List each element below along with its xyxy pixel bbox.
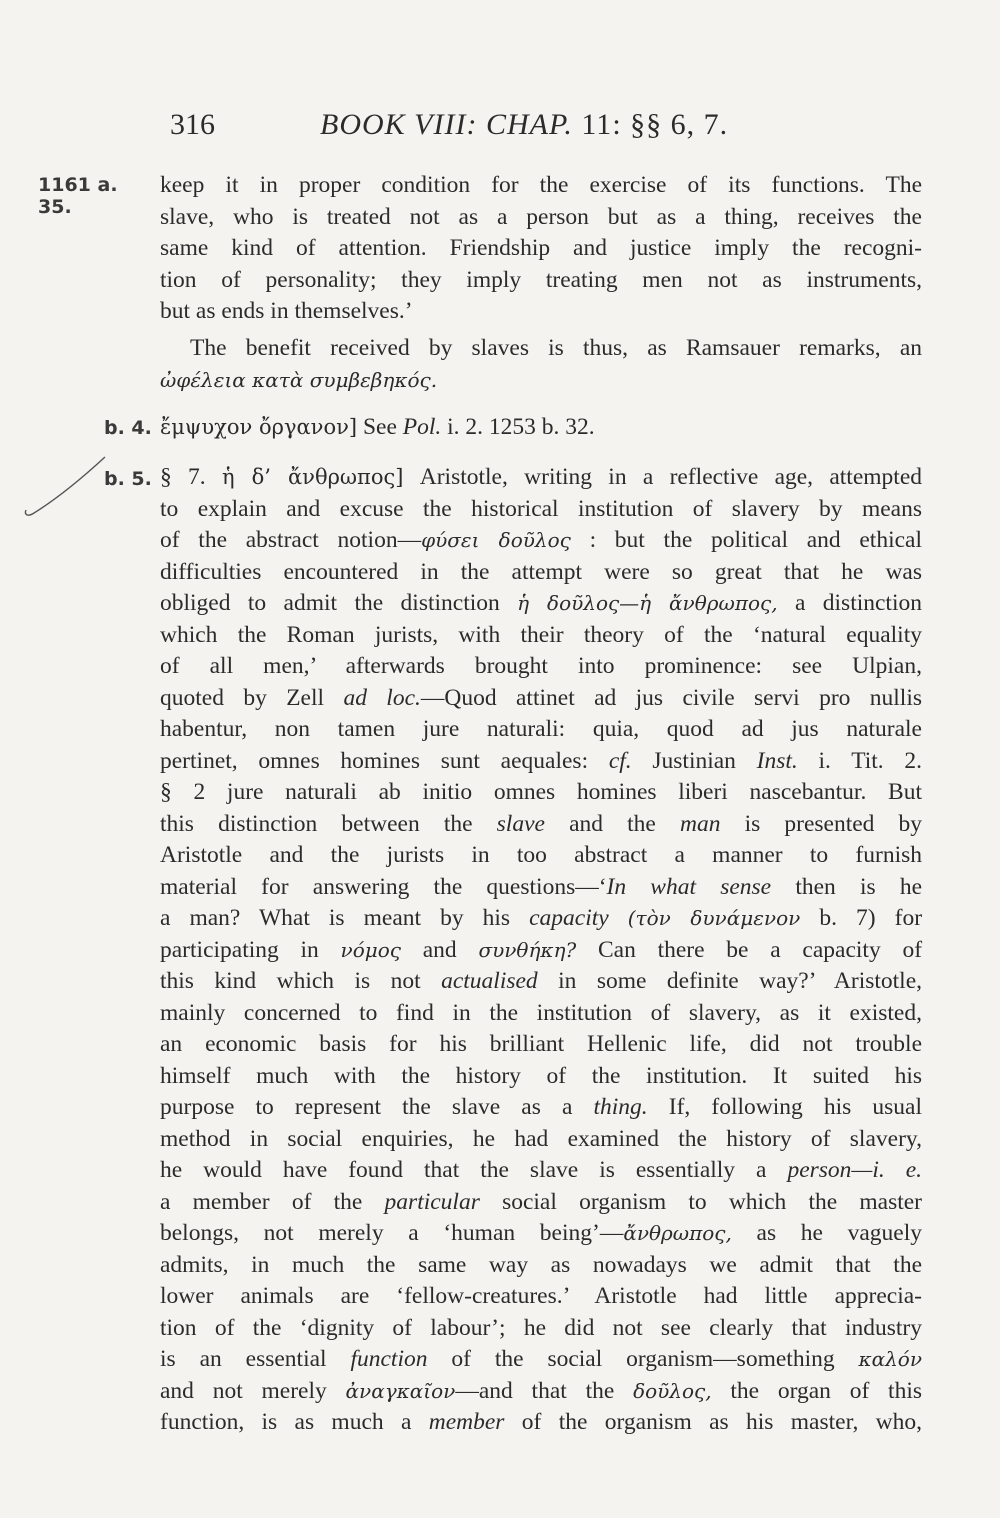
text-line: difficulties encountered in the attempt were so great that he was (160, 558, 922, 585)
text-line: method in social enquiries, he had examined the history of slavery, (160, 1125, 922, 1152)
italic-span: slave (496, 810, 545, 837)
text-span: If, following his usual (668, 1094, 923, 1120)
text-span: Justinian (652, 747, 736, 774)
text-line (160, 412, 922, 444)
text-span: is an essential (160, 1346, 327, 1372)
text-span: i. Tit. 2. (818, 747, 922, 774)
italic-span: man (679, 810, 721, 837)
paragraph-ramsauer (160, 333, 922, 396)
margin-ref-b4: b. 4. (104, 417, 152, 439)
lemma-b4 (160, 412, 922, 444)
text-span: social organism to which the master (502, 1188, 923, 1215)
margin-ref-b5: b. 5. (104, 468, 152, 490)
paragraph-slavery (160, 462, 922, 1439)
greek-phrase: καλόν (858, 1347, 922, 1371)
text-span: a distinction (794, 590, 922, 616)
lemma-text: See (362, 414, 397, 440)
greek-phrase: ἡ δοῦλος—ἡ ἄνθρωπος, (517, 591, 778, 615)
text-line: keep it in proper condition for the exercise of its functions. The (160, 172, 922, 198)
text-line (160, 935, 922, 967)
greek-lemma: ἡ δ’ ἄνθρωπος] (221, 465, 404, 489)
text-line: habentur, non tamen jure naturali: quia, quod ad jus naturale (160, 716, 922, 742)
pencil-mark-icon (20, 455, 110, 525)
greek-phrase: ἄνθρωπος, (623, 1221, 732, 1245)
greek-phrase: συνθήκη? (478, 937, 577, 962)
italic-span: capacity (529, 905, 609, 931)
text-line: himself much with the history of the institution. It suited his (160, 1062, 922, 1089)
text-line: but as ends in themselves.’ (160, 298, 413, 324)
text-line (160, 365, 922, 397)
text-span: this distinction between the (160, 810, 473, 837)
text-span: Aristotle, writing in a reflective age, attempted (419, 464, 922, 490)
text-line (160, 683, 922, 715)
text-span: belongs, not merely a ‘human being’— (160, 1220, 624, 1246)
page-header (160, 108, 930, 148)
text-span: a man? What is meant by his (160, 905, 511, 931)
greek-phrase: (τὸν δυνάμενον (627, 906, 801, 930)
italic-span: person—i. e. (787, 1157, 923, 1183)
text-span: participating in (160, 936, 319, 963)
italic-span: actualised (441, 968, 538, 994)
text-span: —and that the (455, 1377, 615, 1404)
text-span: : but the political and ethical (589, 527, 922, 553)
greek-phrase: δοῦλος, (633, 1378, 712, 1403)
text-line (160, 1092, 922, 1124)
section-range: §§ 6, 7. (630, 108, 729, 141)
paragraph-continuation (160, 170, 922, 328)
section-mark: § 7. (160, 464, 206, 490)
text-line: which the Roman jurists, with their theory of the ‘natural equality (160, 621, 922, 648)
italic-span: member (428, 1409, 505, 1435)
text-span: this kind which is not (160, 968, 421, 994)
text-line (160, 588, 922, 620)
text-line: to explain and excuse the historical institution of slavery by means (160, 495, 922, 522)
text-span: material for answering the questions—‘ (160, 873, 607, 900)
text-line (160, 966, 922, 998)
text-span: and the (569, 810, 656, 837)
text-span: a member of the (160, 1188, 363, 1215)
citation: i. 2. 1253 b. 32. (447, 414, 595, 440)
text-line (160, 1218, 922, 1250)
text-span: in some definite way?’ Aristotle, (558, 968, 923, 994)
greek-phrase: ἀναγκαῖον (345, 1378, 456, 1403)
italic-span: particular (384, 1188, 480, 1215)
text-line (160, 1344, 922, 1376)
greek-phrase: ὠφέλεια κατὰ συμβεβηκός. (160, 367, 438, 392)
text-line: slave, who is treated not as a person but as a thing, receives the (160, 203, 922, 230)
text-span: function, is as much a (160, 1409, 412, 1435)
text-line: mainly concerned to find in the institution of slavery, as it existed, (160, 999, 922, 1026)
text-line (160, 525, 922, 557)
text-line: tion of personality; they imply treating men not as instruments, (160, 266, 922, 293)
text-span: purpose to represent the slave as a (160, 1094, 573, 1120)
text-span: he would have found that the slave is essentially a (160, 1157, 767, 1183)
text-span: as he vaguely (756, 1220, 922, 1246)
text-line: admits, in much the same way as nowadays we admit that the (160, 1251, 922, 1278)
text-span: b. 7) for (819, 905, 923, 931)
italic-span: In what sense (606, 873, 772, 900)
text-line: of all men,’ afterwards brought into prominence: see Ulpian, (160, 653, 922, 679)
text-span: of the social organism—something (451, 1346, 835, 1372)
italic-span: ad loc. (343, 684, 421, 711)
text-line (160, 1187, 922, 1219)
text-line (160, 746, 922, 778)
running-head: BOOK VIII: CHAP. 11: §§ 6, 7. (320, 108, 729, 141)
italic-span: thing. (593, 1094, 648, 1120)
text-line: The benefit received by slaves is thus, as Ramsauer remarks, an (190, 335, 922, 361)
text-line: Aristotle and the jurists in too abstract a manner to furnish (160, 842, 922, 868)
italic-span: Inst. (756, 747, 798, 774)
italic-span: cf. (608, 747, 632, 774)
text-span: of the organism as his master, who, (521, 1409, 923, 1435)
italic-span: function (350, 1346, 428, 1372)
text-span: of the abstract notion— (160, 527, 422, 553)
text-span: —Quod attinet ad jus civile servi pro nullis (420, 684, 923, 711)
work-title: Pol. (402, 414, 442, 440)
text-span: is presented by (744, 810, 923, 837)
text-span: Can there be a capacity of (598, 936, 923, 963)
text-line: same kind of attention. Friendship and justice imply the recogni- (160, 235, 922, 261)
text-line: § 2 jure naturali ab initio omnes homines liberi nascebantur. But (160, 779, 922, 805)
greek-phrase: φύσει δοῦλος (421, 528, 571, 552)
text-span: pertinet, omnes homines sunt aequales: (160, 747, 589, 774)
text-line (160, 809, 922, 841)
greek-phrase: νόμος (340, 937, 401, 962)
text-span: obliged to admit the distinction (160, 590, 500, 616)
text-span: and not merely (160, 1377, 327, 1404)
text-line (160, 1155, 922, 1187)
text-span: and (422, 936, 457, 963)
text-line: lower animals are ‘fellow-creatures.’ Aristotle had little apprecia- (160, 1283, 922, 1309)
text-span: then is he (795, 873, 923, 900)
chapter-number: 11 (581, 108, 613, 141)
text-line: an economic basis for his brilliant Hellenic life, did not trouble (160, 1031, 922, 1057)
text-line (160, 903, 922, 935)
text-line (160, 1407, 922, 1439)
text-line (160, 872, 922, 904)
greek-lemma: ἔμψυχον ὄργανον] (160, 415, 358, 439)
margin-ref-1161a35: 1161 a. 35. (38, 174, 118, 218)
page-number: 316 (170, 108, 215, 141)
text-line (160, 1376, 922, 1408)
running-head-title: BOOK VIII: CHAP. (320, 108, 573, 141)
text-line: tion of the ‘dignity of labour’; he did not see clearly that industry (160, 1314, 922, 1341)
text-span: the organ of this (730, 1377, 923, 1404)
text-span: quoted by Zell (160, 684, 325, 711)
text-line (160, 462, 922, 494)
